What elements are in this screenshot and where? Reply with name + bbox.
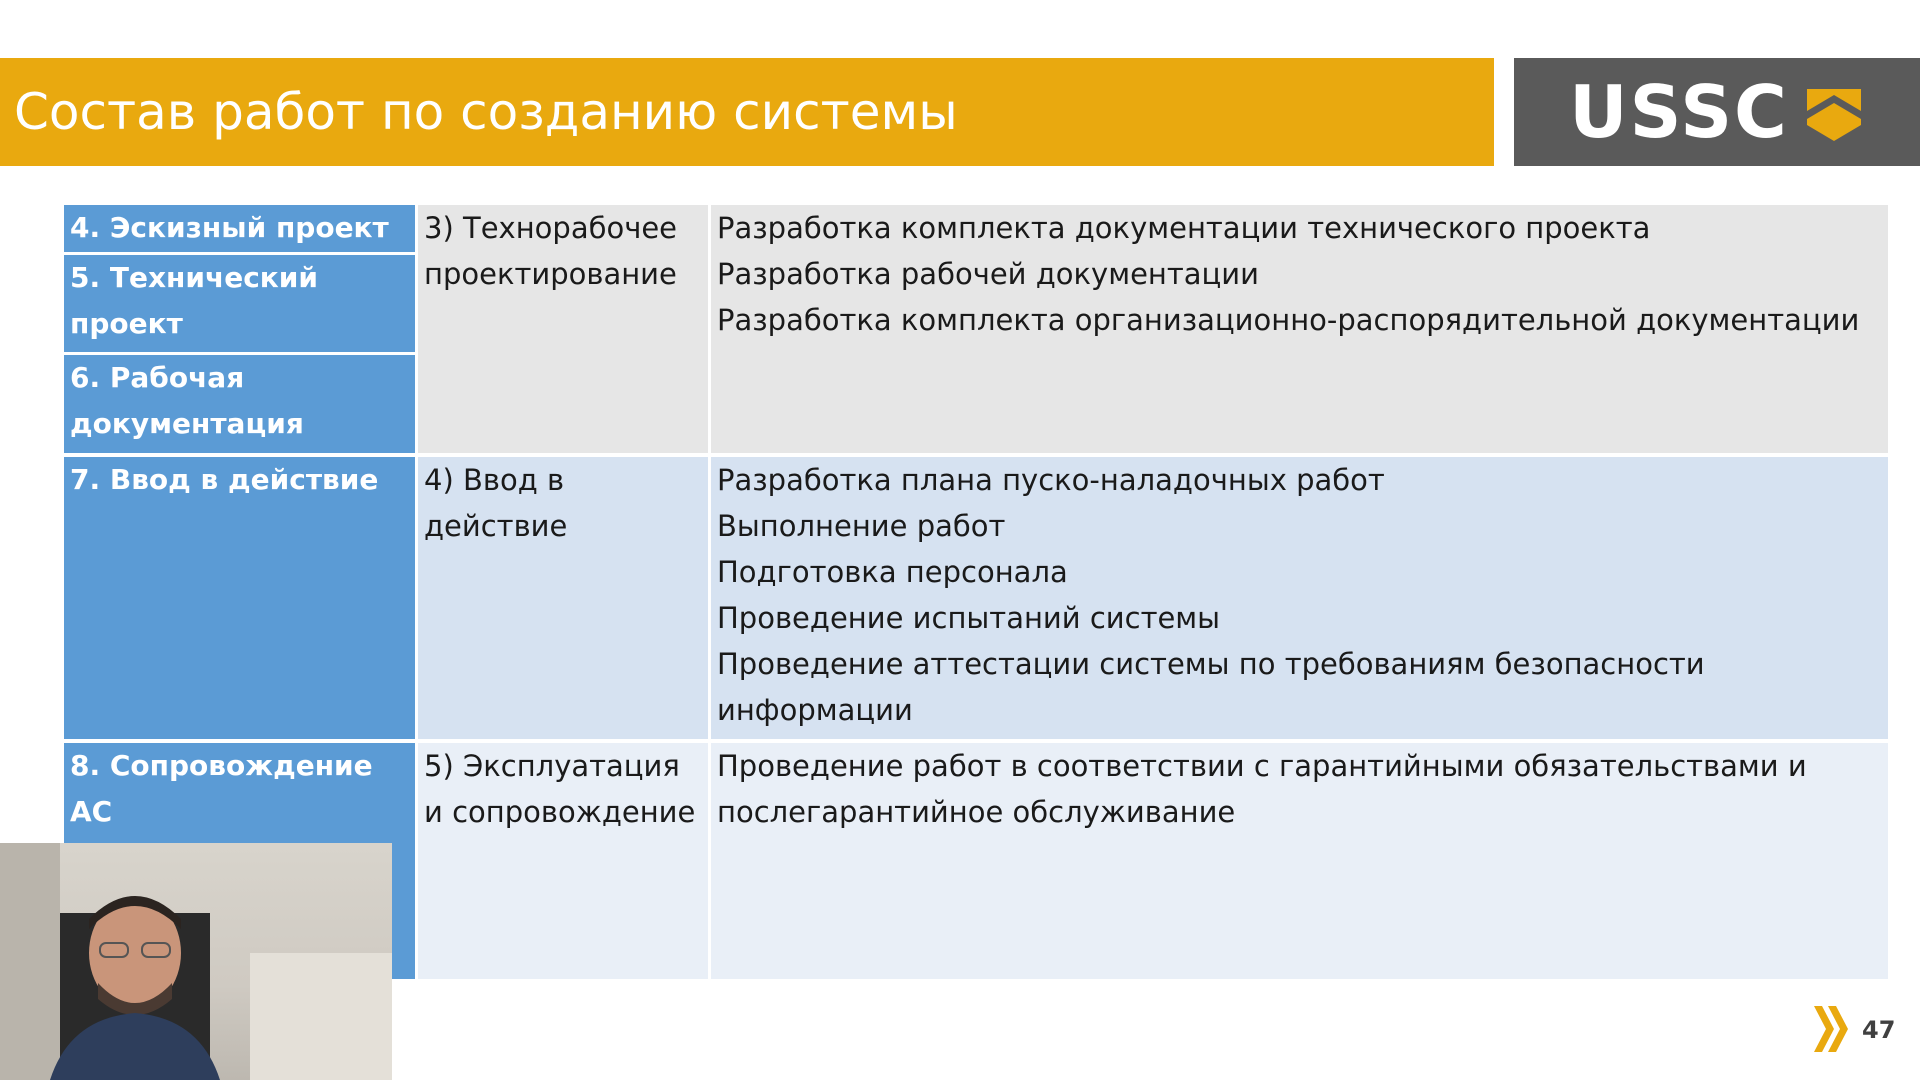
- works-item: Проведение испытаний системы: [717, 601, 1221, 635]
- stage-column: [64, 457, 418, 739]
- table-row: [64, 205, 1888, 453]
- double-chevron-icon: [1812, 1002, 1852, 1056]
- slide-title: Состав работ по созданию системы: [14, 83, 958, 141]
- works-item: Разработка плана пуско-наладочных работ: [717, 463, 1385, 497]
- works-cell: [711, 205, 1888, 453]
- stage-column: [64, 205, 418, 453]
- works-item: Выполнение работ: [717, 509, 1006, 543]
- works-item: Разработка рабочей документации: [717, 257, 1259, 291]
- logo-text: USSC: [1569, 70, 1789, 154]
- ussc-shield-icon: [1803, 81, 1865, 143]
- phase-cell: 4) Ввод в действие: [418, 457, 708, 739]
- works-item: Проведение работ в соответствии с гарантийными обязательствами и послегарантийное обслуживание: [717, 749, 1807, 829]
- presenter-video: [0, 843, 392, 1080]
- works-item: Разработка комплекта документации технического проекта: [717, 211, 1651, 245]
- works-item: Проведение аттестации системы по требованиям безопасности информации: [717, 647, 1705, 727]
- stage-cell: 6. Рабочая документация: [64, 355, 415, 453]
- page-number: 47: [1862, 1016, 1896, 1044]
- stage-cell: 4. Эскизный проект: [64, 205, 415, 255]
- stage-cell: 8. Сопровождение АС: [64, 743, 415, 979]
- ussc-logo: [1514, 58, 1920, 166]
- webcam-overlay: [0, 843, 392, 1080]
- table-row: [64, 457, 1888, 739]
- phase-cell: 3) Технорабочее проектирование: [418, 205, 708, 453]
- works-cell: [711, 457, 1888, 739]
- works-item: Подготовка персонала: [717, 555, 1068, 589]
- works-item: Разработка комплекта организационно-распорядительной документации: [717, 303, 1860, 337]
- works-cell: [711, 743, 1888, 979]
- phase-cell: 5) Эксплуатация и сопровождение: [418, 743, 708, 979]
- stage-cell: 5. Технический проект: [64, 255, 415, 355]
- title-bar: [0, 58, 1494, 166]
- stage-cell: 7. Ввод в действие: [64, 457, 415, 739]
